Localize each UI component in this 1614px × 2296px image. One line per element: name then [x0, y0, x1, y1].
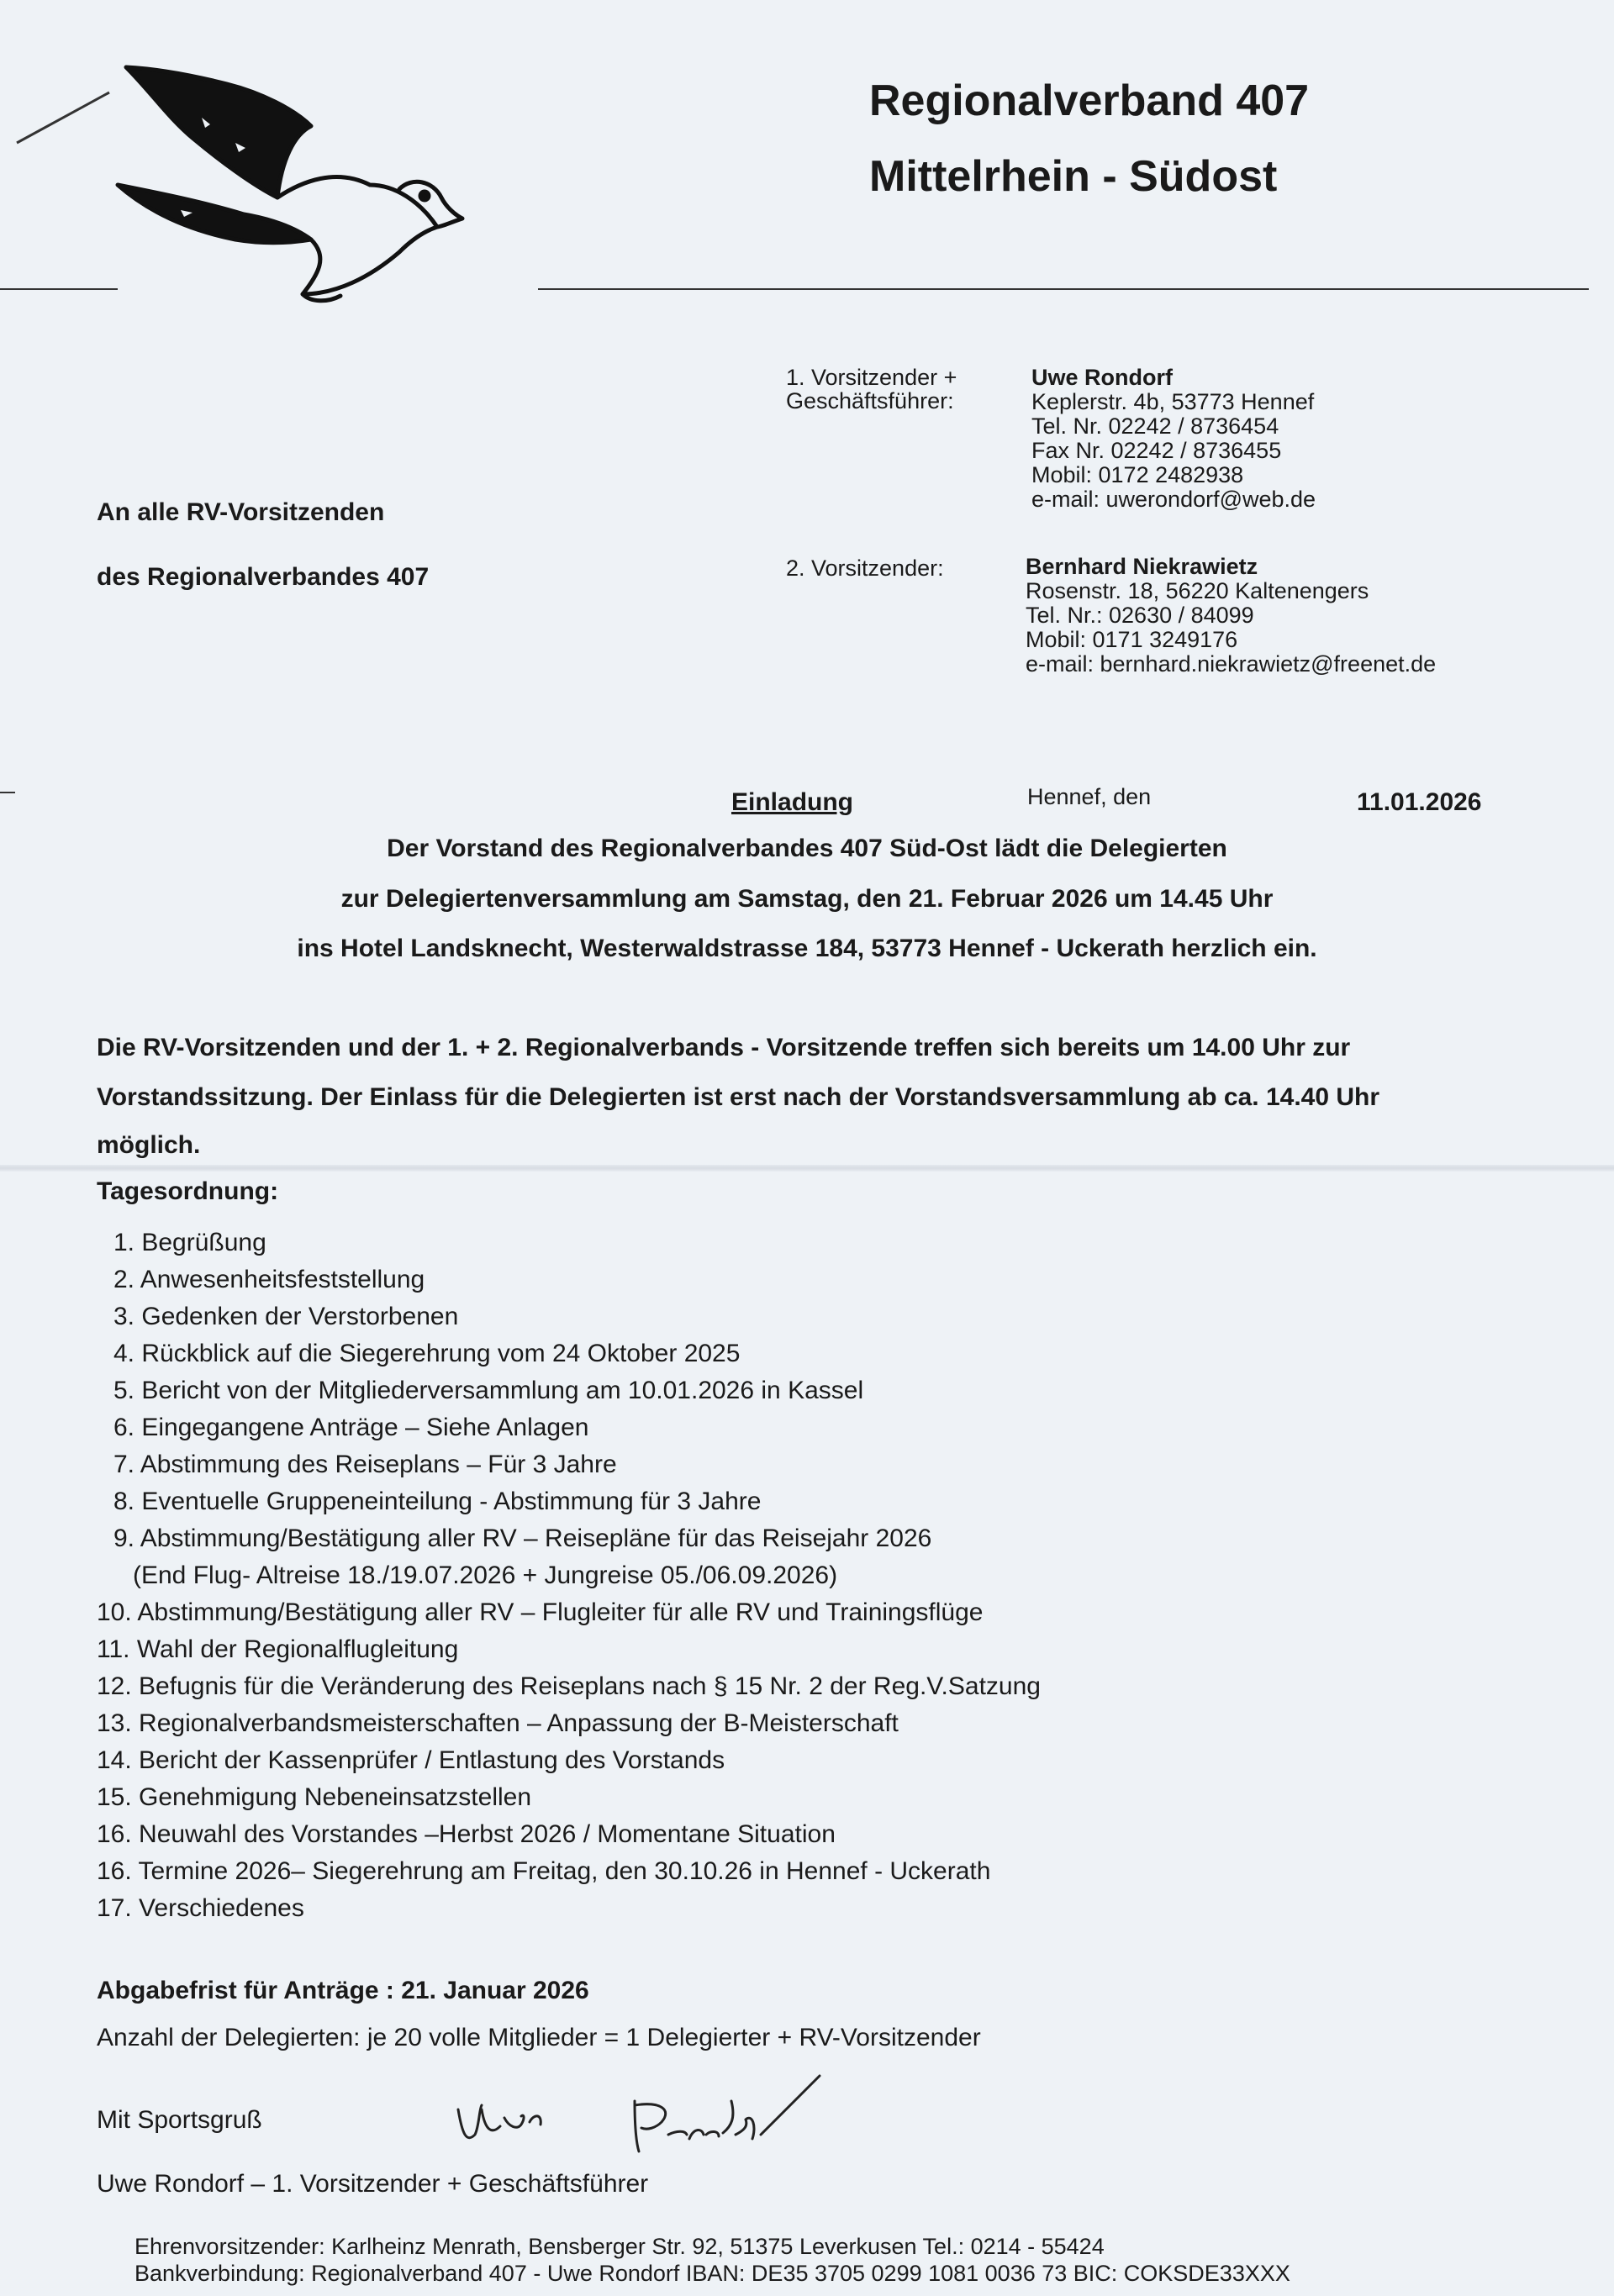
second-chair-label: 2. Vorsitzender: [786, 556, 944, 581]
letter-place: Hennef, den [1027, 784, 1152, 809]
footer-line1: Ehrenvorsitzender: Karlheinz Menrath, Bensberger Str. 92, 51375 Leverkusen Tel.: 0214 - 55424 [134, 2234, 1105, 2259]
agenda-item: 14. Bericht der Kassenprüfer / Entlastung des Vorstands [97, 1746, 725, 1774]
first-chair-address: Keplerstr. 4b, 53773 Hennef [1031, 389, 1315, 414]
intro-line1: Der Vorstand des Regionalverbandes 407 Süd-Ost lädt die Delegierten [387, 835, 1227, 862]
agenda-item: (End Flug- Altreise 18./19.07.2026 + Jungreise 05./06.09.2026) [133, 1561, 838, 1589]
first-chair-fax: Fax Nr. 02242 / 8736455 [1031, 438, 1282, 463]
first-chair-label-1: 1. Vorsitzender + [786, 365, 957, 390]
meeting-line3: möglich. [97, 1131, 201, 1159]
paper-fold [0, 1165, 1614, 1172]
agenda-item: 7. Abstimmung des Reiseplans – Für 3 Jahre [113, 1451, 617, 1478]
agenda-item: 11. Wahl der Regionalflugleitung [97, 1635, 459, 1663]
first-chair-label-2: Geschäftsführer: [786, 388, 954, 413]
agenda-item: 3. Gedenken der Verstorbenen [113, 1303, 459, 1330]
header-rule-right [538, 288, 1589, 290]
intro-line3: ins Hotel Landsknecht, Westerwaldstrasse 184, 53773 Hennef - Uckerath herzlich ein. [297, 935, 1317, 962]
second-chair-mobile: Mobil: 0171 3249176 [1026, 627, 1238, 652]
first-chair-mobile: Mobil: 0172 2482938 [1031, 462, 1244, 487]
first-chair-name: Uwe Rondorf [1031, 365, 1173, 390]
greeting: Mit Sportsgruß [97, 2106, 262, 2134]
letter-date: 11.01.2026 [1357, 788, 1482, 816]
agenda-item: 10. Abstimmung/Bestätigung aller RV – Flugleiter für alle RV und Trainingsflüge [97, 1598, 984, 1626]
pen-mark [13, 84, 113, 151]
delegates-note: Anzahl der Delegierten: je 20 volle Mitglieder = 1 Delegierter + RV-Vorsitzender [97, 2024, 981, 2051]
pigeon-logo [101, 59, 521, 311]
header-title-line1: Regionalverband 407 [869, 76, 1310, 125]
handwritten-signature [441, 2051, 845, 2168]
letter-heading: Einladung [731, 788, 853, 816]
agenda-item: 16. Neuwahl des Vorstandes –Herbst 2026 / Momentane Situation [97, 1820, 836, 1848]
agenda-item: 17. Verschiedenes [97, 1894, 304, 1922]
agenda-item: 4. Rückblick auf die Siegerehrung vom 24 Oktober 2025 [113, 1340, 741, 1367]
signatory: Uwe Rondorf – 1. Vorsitzender + Geschäftsführer [97, 2170, 649, 2198]
agenda-item: 5. Bericht von der Mitgliederversammlung am 10.01.2026 in Kassel [113, 1377, 864, 1404]
header-rule-left [0, 288, 118, 290]
margin-mark [0, 792, 15, 793]
recipient-line1: An alle RV-Vorsitzenden [97, 498, 385, 526]
agenda-item: 16. Termine 2026– Siegerehrung am Freitag, den 30.10.26 in Hennef - Uckerath [97, 1857, 991, 1885]
second-chair-email: e-mail: bernhard.niekrawietz@freenet.de [1026, 651, 1437, 677]
recipient-line2: des Regionalverbandes 407 [97, 563, 430, 591]
second-chair-tel: Tel. Nr.: 02630 / 84099 [1026, 603, 1254, 628]
intro-line2: zur Delegiertenversammlung am Samstag, den 21. Februar 2026 um 14.45 Uhr [340, 885, 1274, 913]
agenda-item: 15. Genehmigung Nebeneinsatzstellen [97, 1783, 532, 1811]
agenda-item: 12. Befugnis für die Veränderung des Reiseplans nach § 15 Nr. 2 der Reg.V.Satzung [97, 1672, 1041, 1700]
agenda-item: 9. Abstimmung/Bestätigung aller RV – Reisepläne für das Reisejahr 2026 [113, 1525, 932, 1552]
agenda-item: 6. Eingegangene Anträge – Siehe Anlagen [113, 1414, 589, 1441]
agenda-item: 2. Anwesenheitsfeststellung [113, 1266, 425, 1293]
agenda-title: Tagesordnung: [97, 1177, 279, 1205]
first-chair-email: e-mail: uwerondorf@web.de [1031, 487, 1316, 512]
agenda-item: 13. Regionalverbandsmeisterschaften – Anpassung der B-Meisterschaft [97, 1709, 899, 1737]
header-title-line2: Mittelrhein - Südost [869, 152, 1278, 201]
second-chair-name: Bernhard Niekrawietz [1026, 554, 1258, 579]
second-chair-address: Rosenstr. 18, 56220 Kaltenengers [1026, 578, 1369, 603]
footer-line2: Bankverbindung: Regionalverband 407 - Uwe Rondorf IBAN: DE35 3705 0299 1081 0036 73 BIC: COKSDE33XXX [134, 2261, 1290, 2286]
agenda-item: 1. Begrüßung [113, 1229, 266, 1256]
meeting-line1: Die RV-Vorsitzenden und der 1. + 2. Regionalverbands - Vorsitzende treffen sich bereits um 14.00 Uhr zur [97, 1034, 1351, 1061]
agenda-item: 8. Eventuelle Gruppeneinteilung - Abstimmung für 3 Jahre [113, 1488, 762, 1515]
first-chair-tel: Tel. Nr. 02242 / 8736454 [1031, 413, 1279, 439]
deadline: Abgabefrist für Anträge : 21. Januar 2026 [97, 1977, 589, 2004]
meeting-line2: Vorstandssitzung. Der Einlass für die Delegierten ist erst nach der Vorstandsversammlung ab ca. 14.40 Uhr [97, 1083, 1380, 1111]
